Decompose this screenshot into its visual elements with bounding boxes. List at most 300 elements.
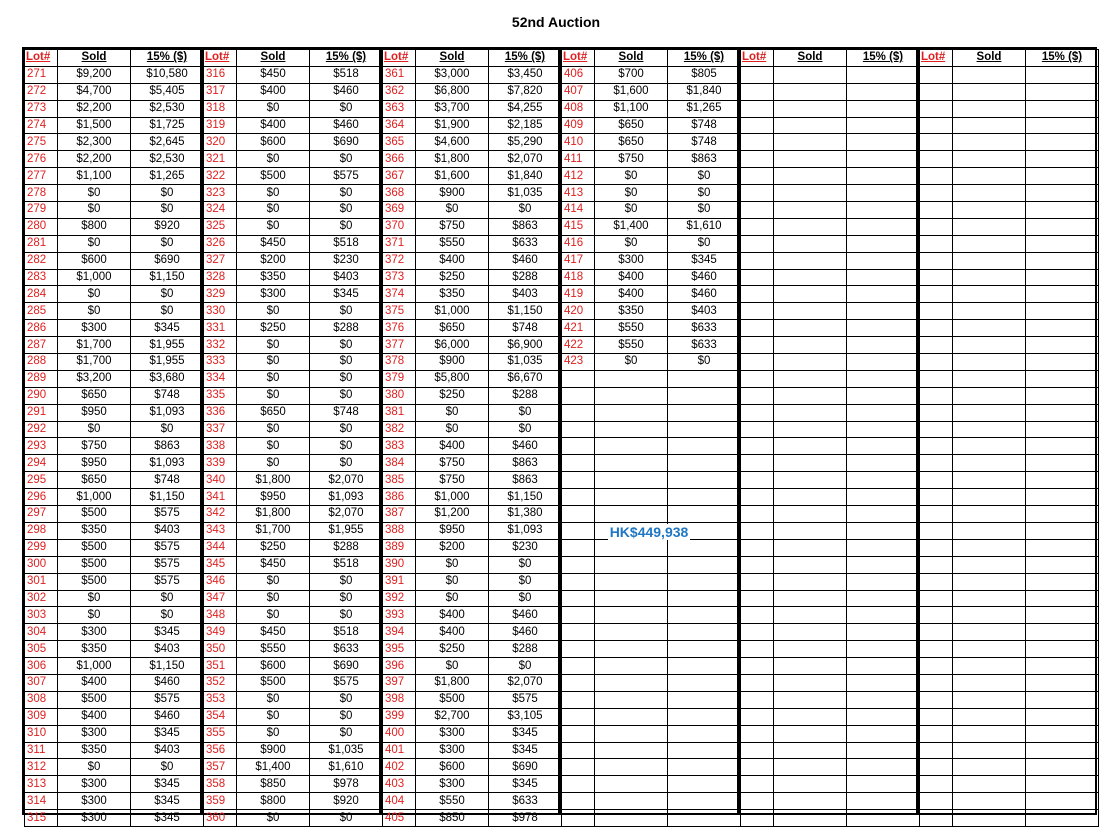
sold-cell: $1,000 bbox=[58, 269, 131, 286]
lot-number-cell bbox=[920, 793, 953, 810]
lot-number-cell: 378 bbox=[383, 354, 416, 371]
lot-number-cell: 360 bbox=[204, 810, 237, 827]
premium-cell: $1,610 bbox=[668, 218, 741, 235]
sold-cell: $800 bbox=[237, 793, 310, 810]
premium-cell: $345 bbox=[489, 725, 562, 742]
sold-cell: $3,200 bbox=[58, 370, 131, 387]
premium-cell bbox=[847, 168, 920, 185]
lot-number-cell bbox=[920, 708, 953, 725]
premium-cell: $2,645 bbox=[131, 134, 204, 151]
sold-cell bbox=[953, 235, 1026, 252]
sold-cell bbox=[774, 607, 847, 624]
lot-number-cell: 392 bbox=[383, 590, 416, 607]
sold-cell bbox=[953, 421, 1026, 438]
sold-cell: $200 bbox=[237, 252, 310, 269]
table-row bbox=[204, 404, 383, 421]
lot-number-cell bbox=[741, 691, 774, 708]
sold-cell bbox=[774, 624, 847, 641]
table-row bbox=[25, 472, 204, 489]
table-row bbox=[562, 235, 741, 252]
sold-cell: $1,400 bbox=[595, 218, 668, 235]
lot-number-cell: 295 bbox=[25, 472, 58, 489]
table-row bbox=[383, 556, 562, 573]
lot-number-cell: 339 bbox=[204, 455, 237, 472]
premium-cell bbox=[1026, 759, 1099, 776]
premium-cell: $575 bbox=[310, 674, 383, 691]
table-row bbox=[741, 455, 920, 472]
sold-cell: $550 bbox=[595, 320, 668, 337]
sold-cell bbox=[953, 218, 1026, 235]
premium-cell bbox=[668, 759, 741, 776]
table-row bbox=[204, 793, 383, 810]
table-row bbox=[25, 539, 204, 556]
table-row bbox=[25, 252, 204, 269]
lot-number-cell bbox=[562, 506, 595, 523]
premium-cell: $633 bbox=[668, 320, 741, 337]
lot-table bbox=[24, 49, 204, 827]
lot-number-cell: 328 bbox=[204, 269, 237, 286]
premium-cell bbox=[668, 590, 741, 607]
lot-number-cell bbox=[741, 83, 774, 100]
premium-cell: $403 bbox=[489, 286, 562, 303]
sold-cell: $750 bbox=[416, 472, 489, 489]
lot-number-cell: 300 bbox=[25, 556, 58, 573]
lot-number-cell: 312 bbox=[25, 759, 58, 776]
table-row bbox=[562, 370, 741, 387]
premium-cell bbox=[668, 691, 741, 708]
premium-cell bbox=[847, 83, 920, 100]
table-row bbox=[383, 117, 562, 134]
table-row bbox=[25, 303, 204, 320]
table-row bbox=[920, 235, 1099, 252]
table-row bbox=[741, 218, 920, 235]
lot-number-cell: 371 bbox=[383, 235, 416, 252]
lot-number-cell: 314 bbox=[25, 793, 58, 810]
table-row bbox=[25, 793, 204, 810]
premium-cell: $0 bbox=[489, 421, 562, 438]
sold-cell bbox=[595, 472, 668, 489]
table-row bbox=[25, 691, 204, 708]
lot-number-cell bbox=[562, 370, 595, 387]
sold-cell: $0 bbox=[595, 202, 668, 219]
table-row bbox=[25, 810, 204, 827]
sold-cell bbox=[953, 472, 1026, 489]
lot-number-cell bbox=[741, 641, 774, 658]
lot-number-cell: 286 bbox=[25, 320, 58, 337]
lot-table bbox=[203, 49, 383, 827]
table-row bbox=[25, 168, 204, 185]
premium-cell bbox=[847, 810, 920, 827]
table-row bbox=[920, 590, 1099, 607]
sold-cell: $0 bbox=[416, 573, 489, 590]
premium-cell: $1,380 bbox=[489, 506, 562, 523]
table-row bbox=[204, 641, 383, 658]
sold-cell: $300 bbox=[237, 286, 310, 303]
table-row bbox=[741, 202, 920, 219]
lot-number-cell bbox=[562, 387, 595, 404]
sold-cell bbox=[774, 320, 847, 337]
lot-number-cell bbox=[741, 573, 774, 590]
premium-cell: $575 bbox=[131, 691, 204, 708]
premium-cell: $690 bbox=[310, 658, 383, 675]
premium-cell: $518 bbox=[310, 66, 383, 83]
table-row bbox=[204, 269, 383, 286]
table-row bbox=[920, 387, 1099, 404]
sold-cell: $500 bbox=[58, 573, 131, 590]
pct-header: 15% ($) bbox=[310, 50, 383, 67]
sold-cell: $450 bbox=[237, 624, 310, 641]
sold-cell: $350 bbox=[58, 742, 131, 759]
sold-cell: $0 bbox=[58, 185, 131, 202]
premium-cell: $1,093 bbox=[131, 455, 204, 472]
lot-number-cell: 338 bbox=[204, 438, 237, 455]
table-row bbox=[741, 810, 920, 827]
lot-number-cell bbox=[920, 810, 953, 827]
premium-cell bbox=[668, 708, 741, 725]
premium-cell bbox=[1026, 556, 1099, 573]
lot-number-cell bbox=[741, 506, 774, 523]
table-row bbox=[920, 472, 1099, 489]
premium-cell: $1,725 bbox=[131, 117, 204, 134]
premium-cell bbox=[668, 556, 741, 573]
premium-cell: $575 bbox=[131, 506, 204, 523]
lot-number-cell: 377 bbox=[383, 337, 416, 354]
premium-cell: $1,840 bbox=[489, 168, 562, 185]
table-row bbox=[920, 337, 1099, 354]
table-row bbox=[383, 185, 562, 202]
lot-number-cell: 358 bbox=[204, 776, 237, 793]
sold-cell bbox=[953, 624, 1026, 641]
lot-number-cell: 335 bbox=[204, 387, 237, 404]
table-row bbox=[25, 759, 204, 776]
sold-cell bbox=[953, 252, 1026, 269]
premium-cell: $1,150 bbox=[131, 658, 204, 675]
lot-number-cell bbox=[920, 776, 953, 793]
premium-cell: $575 bbox=[131, 539, 204, 556]
sold-cell bbox=[774, 134, 847, 151]
premium-cell: $575 bbox=[131, 556, 204, 573]
lot-number-cell: 370 bbox=[383, 218, 416, 235]
premium-cell: $748 bbox=[310, 404, 383, 421]
sold-cell: $0 bbox=[237, 354, 310, 371]
sold-cell bbox=[774, 235, 847, 252]
sold-cell bbox=[953, 641, 1026, 658]
sold-cell bbox=[953, 539, 1026, 556]
sold-cell bbox=[595, 455, 668, 472]
premium-cell: $690 bbox=[489, 759, 562, 776]
sold-cell bbox=[953, 269, 1026, 286]
lot-number-cell bbox=[741, 810, 774, 827]
premium-cell bbox=[847, 590, 920, 607]
sold-cell: $1,400 bbox=[237, 759, 310, 776]
table-row bbox=[741, 506, 920, 523]
premium-cell bbox=[1026, 370, 1099, 387]
premium-cell: $1,955 bbox=[310, 522, 383, 539]
sold-cell: $0 bbox=[237, 725, 310, 742]
premium-cell bbox=[847, 320, 920, 337]
sold-cell: $350 bbox=[595, 303, 668, 320]
sold-cell bbox=[774, 202, 847, 219]
sold-cell bbox=[774, 539, 847, 556]
lot-number-cell bbox=[741, 100, 774, 117]
lot-number-cell bbox=[562, 590, 595, 607]
premium-cell: $0 bbox=[310, 607, 383, 624]
sold-cell: $600 bbox=[416, 759, 489, 776]
sold-cell bbox=[953, 151, 1026, 168]
header-row bbox=[562, 50, 741, 67]
table-row bbox=[920, 506, 1099, 523]
premium-cell: $1,265 bbox=[131, 168, 204, 185]
lot-number-cell: 324 bbox=[204, 202, 237, 219]
lot-number-cell: 315 bbox=[25, 810, 58, 827]
lot-number-cell: 348 bbox=[204, 607, 237, 624]
page-title: 52nd Auction bbox=[511, 14, 601, 30]
table-row bbox=[383, 810, 562, 827]
table-row bbox=[383, 522, 562, 539]
lot-number-cell bbox=[920, 66, 953, 83]
premium-cell: $633 bbox=[668, 337, 741, 354]
table-row bbox=[741, 708, 920, 725]
sold-cell bbox=[953, 117, 1026, 134]
premium-cell: $3,450 bbox=[489, 66, 562, 83]
lot-number-cell: 387 bbox=[383, 506, 416, 523]
lot-table bbox=[561, 49, 741, 827]
sold-cell: $250 bbox=[416, 387, 489, 404]
table-row bbox=[25, 83, 204, 100]
lot-number-cell: 308 bbox=[25, 691, 58, 708]
lot-number-cell: 271 bbox=[25, 66, 58, 83]
lot-number-cell: 336 bbox=[204, 404, 237, 421]
sold-cell: $600 bbox=[237, 658, 310, 675]
premium-cell: $748 bbox=[668, 117, 741, 134]
lot-number-cell: 388 bbox=[383, 522, 416, 539]
table-row bbox=[741, 83, 920, 100]
lot-number-cell: 344 bbox=[204, 539, 237, 556]
premium-cell: $460 bbox=[668, 286, 741, 303]
sold-cell: $300 bbox=[58, 776, 131, 793]
premium-cell: $345 bbox=[131, 776, 204, 793]
lot-number-cell: 352 bbox=[204, 674, 237, 691]
premium-cell: $460 bbox=[489, 438, 562, 455]
premium-cell bbox=[847, 252, 920, 269]
table-row bbox=[920, 573, 1099, 590]
premium-cell bbox=[668, 489, 741, 506]
sold-cell: $1,600 bbox=[595, 83, 668, 100]
premium-cell bbox=[847, 691, 920, 708]
sold-header: Sold bbox=[58, 50, 131, 67]
lot-number-cell: 347 bbox=[204, 590, 237, 607]
sold-cell: $2,200 bbox=[58, 100, 131, 117]
lot-number-cell: 285 bbox=[25, 303, 58, 320]
table-row bbox=[204, 235, 383, 252]
lot-header: Lot# bbox=[383, 50, 416, 67]
premium-cell bbox=[847, 607, 920, 624]
sold-cell: $350 bbox=[58, 522, 131, 539]
lot-number-cell: 289 bbox=[25, 370, 58, 387]
lot-number-cell bbox=[920, 573, 953, 590]
sold-cell: $500 bbox=[237, 168, 310, 185]
premium-cell bbox=[847, 404, 920, 421]
lot-column-group bbox=[919, 49, 1098, 813]
sold-cell: $900 bbox=[237, 742, 310, 759]
premium-cell: $0 bbox=[310, 185, 383, 202]
sold-cell: $500 bbox=[58, 539, 131, 556]
lot-number-cell: 361 bbox=[383, 66, 416, 83]
premium-cell bbox=[847, 303, 920, 320]
premium-cell: $2,530 bbox=[131, 151, 204, 168]
premium-cell: $1,093 bbox=[310, 489, 383, 506]
sold-cell: $1,800 bbox=[416, 151, 489, 168]
auction-results-grid bbox=[22, 47, 1097, 824]
lot-number-cell bbox=[741, 438, 774, 455]
table-row bbox=[741, 725, 920, 742]
sold-cell bbox=[595, 641, 668, 658]
sold-cell bbox=[953, 607, 1026, 624]
sold-cell bbox=[953, 691, 1026, 708]
sold-cell bbox=[595, 506, 668, 523]
sold-cell: $450 bbox=[237, 556, 310, 573]
premium-cell: $0 bbox=[310, 438, 383, 455]
lot-number-cell bbox=[741, 218, 774, 235]
table-row bbox=[562, 742, 741, 759]
sold-cell: $1,000 bbox=[58, 489, 131, 506]
premium-cell bbox=[847, 387, 920, 404]
sold-cell: $0 bbox=[58, 286, 131, 303]
table-row bbox=[562, 202, 741, 219]
premium-cell bbox=[668, 370, 741, 387]
sold-cell bbox=[774, 556, 847, 573]
premium-cell: $460 bbox=[310, 83, 383, 100]
premium-cell bbox=[847, 370, 920, 387]
table-row bbox=[383, 370, 562, 387]
table-row bbox=[741, 151, 920, 168]
premium-cell: $0 bbox=[310, 370, 383, 387]
lot-number-cell: 330 bbox=[204, 303, 237, 320]
table-row bbox=[920, 607, 1099, 624]
sold-cell: $0 bbox=[58, 235, 131, 252]
premium-cell: $863 bbox=[668, 151, 741, 168]
lot-number-cell: 367 bbox=[383, 168, 416, 185]
sold-cell bbox=[595, 691, 668, 708]
lot-number-cell bbox=[741, 185, 774, 202]
sold-cell: $0 bbox=[237, 370, 310, 387]
table-row bbox=[741, 252, 920, 269]
table-row bbox=[562, 624, 741, 641]
premium-cell bbox=[847, 472, 920, 489]
lot-number-cell: 349 bbox=[204, 624, 237, 641]
sold-cell bbox=[774, 641, 847, 658]
sold-cell: $0 bbox=[237, 151, 310, 168]
table-row bbox=[741, 404, 920, 421]
lot-number-cell: 353 bbox=[204, 691, 237, 708]
lot-number-cell: 307 bbox=[25, 674, 58, 691]
table-row bbox=[741, 185, 920, 202]
lot-number-cell bbox=[562, 658, 595, 675]
lot-column-group bbox=[561, 49, 740, 813]
sold-cell bbox=[953, 134, 1026, 151]
premium-cell bbox=[668, 776, 741, 793]
premium-cell bbox=[1026, 252, 1099, 269]
premium-cell bbox=[847, 235, 920, 252]
premium-cell: $460 bbox=[668, 269, 741, 286]
sold-cell bbox=[774, 759, 847, 776]
premium-cell: $3,680 bbox=[131, 370, 204, 387]
premium-cell bbox=[1026, 117, 1099, 134]
lot-number-cell bbox=[920, 252, 953, 269]
sold-cell bbox=[774, 252, 847, 269]
sold-cell bbox=[953, 286, 1026, 303]
premium-cell bbox=[668, 472, 741, 489]
sold-cell bbox=[774, 573, 847, 590]
table-row bbox=[920, 218, 1099, 235]
table-row bbox=[204, 218, 383, 235]
sold-cell bbox=[595, 658, 668, 675]
sold-cell: $700 bbox=[595, 66, 668, 83]
table-row bbox=[741, 489, 920, 506]
sold-cell: $4,600 bbox=[416, 134, 489, 151]
premium-cell bbox=[1026, 66, 1099, 83]
table-row bbox=[741, 438, 920, 455]
table-row bbox=[25, 489, 204, 506]
sold-cell bbox=[953, 573, 1026, 590]
premium-cell: $345 bbox=[668, 252, 741, 269]
table-row bbox=[920, 455, 1099, 472]
lot-number-cell: 364 bbox=[383, 117, 416, 134]
premium-cell: $0 bbox=[668, 202, 741, 219]
lot-number-cell: 297 bbox=[25, 506, 58, 523]
premium-cell bbox=[668, 573, 741, 590]
lot-number-cell: 282 bbox=[25, 252, 58, 269]
premium-cell: $1,035 bbox=[489, 354, 562, 371]
sold-cell: $900 bbox=[416, 185, 489, 202]
sold-cell: $300 bbox=[58, 320, 131, 337]
table-row bbox=[25, 674, 204, 691]
premium-cell: $403 bbox=[668, 303, 741, 320]
table-row bbox=[25, 202, 204, 219]
lot-number-cell: 273 bbox=[25, 100, 58, 117]
premium-cell: $1,093 bbox=[131, 404, 204, 421]
lot-number-cell: 401 bbox=[383, 742, 416, 759]
premium-cell: $2,530 bbox=[131, 100, 204, 117]
premium-cell: $0 bbox=[131, 303, 204, 320]
premium-cell: $0 bbox=[131, 590, 204, 607]
lot-number-cell: 283 bbox=[25, 269, 58, 286]
sold-cell bbox=[953, 168, 1026, 185]
lot-number-cell: 376 bbox=[383, 320, 416, 337]
premium-cell: $0 bbox=[310, 691, 383, 708]
premium-cell: $2,185 bbox=[489, 117, 562, 134]
sold-cell: $0 bbox=[58, 607, 131, 624]
sold-cell: $300 bbox=[416, 725, 489, 742]
table-row bbox=[741, 370, 920, 387]
lot-number-cell bbox=[741, 742, 774, 759]
sold-cell: $0 bbox=[237, 708, 310, 725]
premium-cell bbox=[1026, 168, 1099, 185]
sold-cell: $750 bbox=[416, 218, 489, 235]
table-row bbox=[562, 387, 741, 404]
table-row bbox=[383, 202, 562, 219]
premium-cell: $0 bbox=[310, 354, 383, 371]
table-row bbox=[204, 691, 383, 708]
sold-cell: $500 bbox=[58, 506, 131, 523]
premium-cell bbox=[1026, 320, 1099, 337]
table-row bbox=[25, 421, 204, 438]
sold-cell bbox=[774, 658, 847, 675]
table-row bbox=[383, 252, 562, 269]
premium-cell: $288 bbox=[310, 320, 383, 337]
lot-number-cell: 403 bbox=[383, 776, 416, 793]
lot-number-cell: 356 bbox=[204, 742, 237, 759]
